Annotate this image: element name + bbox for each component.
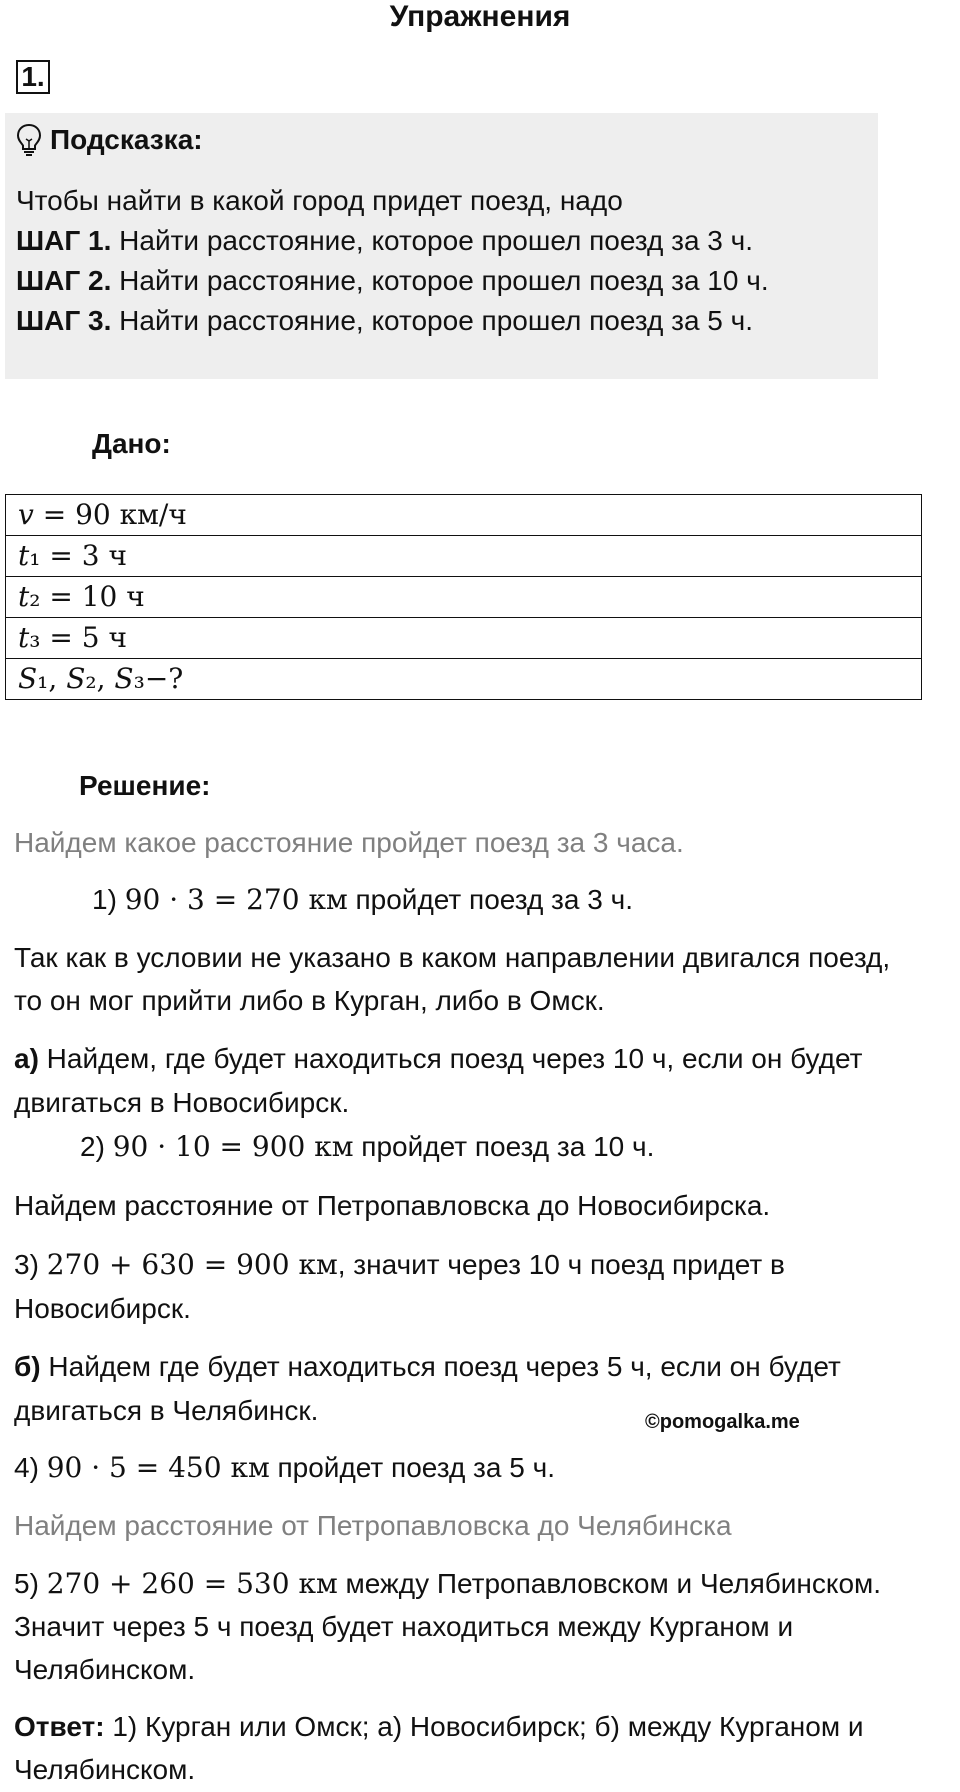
solution-line: Значит через 5 ч поезд будет находиться между Курганом и [14,1611,794,1642]
solution-line: Найдем какое расстояние пройдет поезд за 3 часа. [14,827,684,858]
solution-label: Решение: [79,770,211,801]
table-row [6,536,922,577]
hint-step-2 [16,261,769,301]
solution-line: Найдем расстояние от Петропавловска до Новосибирска. [14,1190,771,1221]
hint-step-1 [16,221,753,261]
step-text: между Петропавловском и Челябинском. [337,1568,882,1599]
watermark: ©pomogalka.me [645,1411,800,1433]
part-label: а) [14,1043,39,1074]
formula: 270 + 260 = 530 км [46,1567,338,1600]
hint-step-text: Найти расстояние, которое прошел поезд за 10 ч. [111,265,769,296]
hint-step-label: ШАГ 2. [16,265,112,296]
given-cell: 𝑡₁ = 3 ч [6,536,922,577]
formula: 90 · 10 = 900 км [112,1130,354,1163]
answer [14,1707,864,1747]
hint-step-text: Найти расстояние, которое прошел поезд за 3 ч. [111,225,754,256]
table-row [6,495,922,536]
step-prefix: 2) [80,1131,113,1162]
step-prefix: 5) [14,1568,47,1599]
table-row [6,618,922,659]
hint-step-text: Найти расстояние, которое прошел поезд за 5 ч. [111,305,754,336]
solution-step-3 [14,1245,785,1285]
given-cell: 𝑆₁, 𝑆₂, 𝑆₃−? [6,659,922,700]
hint-title: Подсказка: [50,124,203,155]
solution-line: двигаться в Челябинск. [14,1395,319,1426]
part-b [14,1347,841,1387]
step-text: пройдет поезд за 5 ч. [269,1452,555,1483]
solution-line: Найдем расстояние от Петропавловска до Челябинска [14,1510,732,1541]
hint-header [16,122,203,158]
answer-text: 1) Курган или Омск; а) Новосибирск; б) между Курганом и [104,1711,864,1742]
hint-intro: Чтобы найти в какой город придет поезд, надо [16,185,623,216]
solution-line: двигаться в Новосибирск. [14,1087,350,1118]
solution-line: то он мог прийти либо в Курган, либо в Омск. [14,985,605,1016]
answer-label: Ответ: [14,1711,105,1742]
part-text: Найдем, где будет находиться поезд через 10 ч, если он будет [38,1043,863,1074]
given-label: Дано: [92,428,171,459]
step-prefix: 3) [14,1249,47,1280]
solution-line: Челябинском. [14,1654,196,1685]
solution-line: Новосибирск. [14,1293,191,1324]
part-label: б) [14,1351,41,1382]
solution-step-2 [80,1127,654,1167]
given-table [5,494,922,700]
solution-step-1 [92,880,633,920]
step-text: пройдет поезд за 3 ч. [347,884,633,915]
exercise-number: 1. [16,60,50,94]
given-cell: 𝑡₂ = 10 ч [6,577,922,618]
hint-step-3 [16,301,753,341]
table-row [6,577,922,618]
given-cell: 𝑣 = 90 км/ч [6,495,922,536]
part-a [14,1039,862,1079]
hint-step-label: ШАГ 1. [16,225,112,256]
solution-step-5 [14,1564,881,1604]
given-cell: 𝑡₃ = 5 ч [6,618,922,659]
step-prefix: 4) [14,1452,47,1483]
lightbulb-icon [16,123,42,157]
step-text: , значит через 10 ч поезд придет в [337,1249,785,1280]
hint-step-label: ШАГ 3. [16,305,112,336]
formula: 90 · 5 = 450 км [46,1451,270,1484]
part-text: Найдем где будет находиться поезд через 5 ч, если он будет [40,1351,841,1382]
solution-line: Так как в условии не указано в каком направлении двигался поезд, [14,942,891,973]
page-title: Упражнения [389,0,571,33]
step-text: пройдет поезд за 10 ч. [353,1131,655,1162]
formula: 90 · 3 = 270 км [124,883,348,916]
table-row [6,659,922,700]
formula: 270 + 630 = 900 км [46,1248,338,1281]
step-prefix: 1) [92,884,125,915]
solution-line: Челябинском. [14,1754,196,1785]
solution-step-4 [14,1448,555,1488]
